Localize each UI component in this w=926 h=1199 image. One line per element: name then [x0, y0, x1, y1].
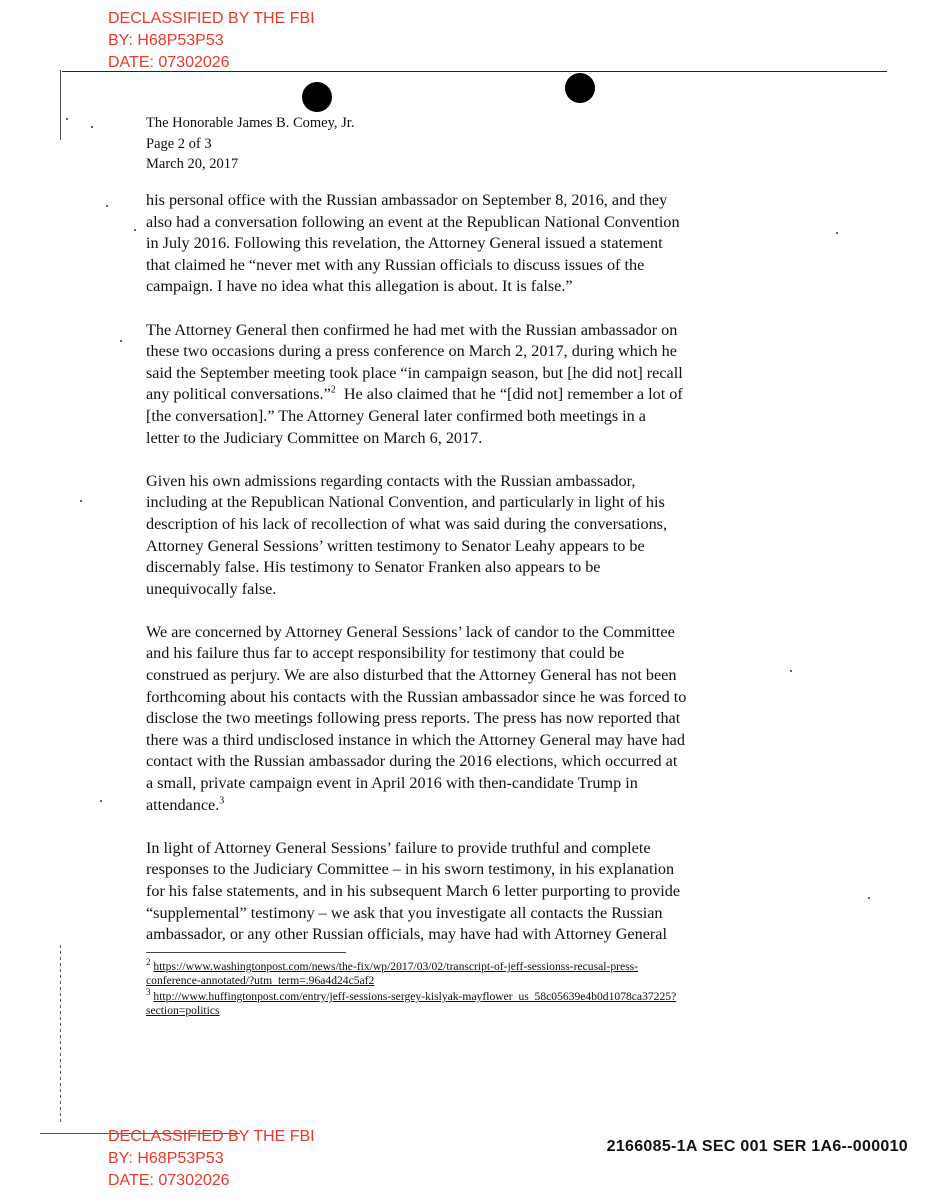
text-line: there was a third undisclosed instance in which the Attorney General may have had — [146, 730, 685, 749]
text-line: campaign. I have no idea what this allegation is about. It is false.” — [146, 277, 573, 296]
scan-speck — [66, 118, 68, 120]
text-line: In light of Attorney General Sessions’ failure to provide truthful and complete — [146, 838, 651, 857]
paragraph — [146, 838, 776, 946]
stamp-line: DATE: 07302026 — [108, 54, 230, 71]
text-line: these two occasions during a press conference on March 2, 2017, during which he — [146, 342, 677, 361]
text-line: unequivocally false. — [146, 579, 277, 598]
text-line: Given his own admissions regarding contacts with the Russian ambassador, — [146, 471, 636, 490]
text-line: said the September meeting took place “in campaign season, but [he did not] recall — [146, 363, 683, 382]
scan-speck — [100, 800, 102, 802]
top-rule — [62, 71, 887, 72]
stamp-line: DECLASSIFIED BY THE FBI — [108, 10, 315, 27]
paragraph — [146, 320, 776, 450]
text-line: in July 2016. Following this revelation, the Attorney General issued a statement — [146, 234, 663, 253]
text-line: including at the Republican National Convention, and particularly in light of his — [146, 493, 665, 512]
footnote-ref: 3 — [219, 795, 225, 807]
left-rule-bottom — [60, 945, 61, 1125]
text-line: contact with the Russian ambassador during the 2016 elections, which occurred at — [146, 752, 678, 771]
footnote — [146, 987, 786, 1018]
footnote-link-line: conference-annotated/?utm_term=.96a4d24c5af2 — [146, 974, 375, 987]
footnotes — [146, 957, 786, 1020]
footnote-link-line: https://www.washingtonpost.com/news/the-fix/wp/2017/03/02/transcript-of-jeff-sessionss-recusal-press- — [153, 960, 639, 973]
footnote-link-line: section=politics — [146, 1004, 220, 1017]
text-line: also had a conversation following an event at the Republican National Convention — [146, 212, 680, 231]
text-line: [the conversation].” The Attorney General later confirmed both meetings in a — [146, 406, 646, 425]
text-line: We are concerned by Attorney General Sessions’ lack of candor to the Committee — [146, 622, 675, 641]
page-number: Page 2 of 3 — [146, 135, 212, 152]
letter-date: March 20, 2017 — [146, 156, 239, 172]
text-line: Attorney General Sessions’ written testimony to Senator Leahy appears to be — [146, 536, 645, 555]
footnote-separator — [146, 952, 346, 953]
text-line: letter to the Judiciary Committee on March 6, 2017. — [146, 428, 483, 447]
text-line: his personal office with the Russian ambassador on September 8, 2016, and they — [146, 191, 668, 209]
text-line: responses to the Judiciary Committee – in his sworn testimony, in his explanation — [146, 860, 675, 879]
scan-speck — [790, 670, 792, 672]
text-segment: He also claimed that he “[did not] remember a lot of — [335, 385, 683, 404]
serial-number: 2166085-1A SEC 001 SER 1A6--000010 — [606, 1138, 908, 1155]
footnote-link[interactable] — [146, 990, 676, 1017]
footnote-link[interactable] — [146, 960, 638, 987]
text-line: description of his lack of recollection of what was said during the conversations, — [146, 514, 668, 533]
footnote-number: 2 — [146, 957, 151, 968]
paragraph — [146, 471, 776, 601]
text-line — [146, 795, 776, 817]
text-segment: any political conversations.” — [146, 385, 331, 404]
scan-speck — [868, 897, 870, 899]
footnote — [146, 957, 786, 988]
text-line: and his failure thus far to accept responsibility for testimony that could be — [146, 644, 625, 663]
left-rule-top — [60, 70, 61, 140]
punch-hole-right — [565, 73, 595, 103]
declassification-stamp-top — [108, 8, 315, 74]
declassification-stamp-bottom — [108, 1126, 315, 1192]
stamp-line: DATE: 07302026 — [108, 1172, 230, 1189]
stamp-line: BY: H68P53P53 — [108, 32, 224, 49]
scan-speck — [106, 205, 108, 207]
footnote-ref: 2 — [330, 384, 336, 396]
scan-speck — [134, 229, 136, 231]
text-line: construed as perjury. We are also disturbed that the Attorney General has not been — [146, 666, 677, 685]
scan-speck — [120, 340, 122, 342]
text-line: a small, private campaign event in April 2016 with then-candidate Trump in — [146, 774, 638, 793]
scan-speck — [80, 500, 82, 502]
letter-header — [146, 113, 354, 175]
text-line: discernably false. His testimony to Senator Franken also appears to be — [146, 558, 601, 577]
text-line: The Attorney General then confirmed he had met with the Russian ambassador on — [146, 320, 678, 339]
punch-hole-left — [302, 82, 332, 112]
stamp-line: BY: H68P53P53 — [108, 1150, 224, 1167]
text-line: ambassador, or any other Russian officials, may have had with Attorney General — [146, 925, 667, 944]
scan-speck — [836, 232, 838, 234]
text-segment: attendance. — [146, 795, 220, 814]
text-line: that claimed he “never met with any Russian officials to discuss issues of the — [146, 255, 645, 274]
footnote-link-line: http://www.huffingtonpost.com/entry/jeff-sessions-sergey-kislyak-mayflower_us_58c05639e4b0d1078ca37225? — [153, 990, 677, 1003]
paragraph — [146, 622, 776, 816]
text-line: forthcoming about his contacts with the Russian ambassador since he was forced to — [146, 687, 687, 706]
footnote-number: 3 — [146, 987, 151, 998]
text-line: disclose the two meetings following press reports. The press has now reported that — [146, 709, 681, 728]
paragraph — [146, 190, 776, 298]
letter-body — [146, 190, 776, 967]
recipient-name: The Honorable James B. Comey, Jr. — [146, 115, 355, 131]
text-line: for his false statements, and in his subsequent March 6 letter purporting to provide — [146, 882, 681, 900]
stamp-line: DECLASSIFIED BY THE FBI — [108, 1128, 315, 1145]
scan-speck — [91, 126, 93, 128]
text-line — [146, 384, 776, 406]
text-line: “supplemental” testimony – we ask that you investigate all contacts the Russian — [146, 903, 663, 922]
